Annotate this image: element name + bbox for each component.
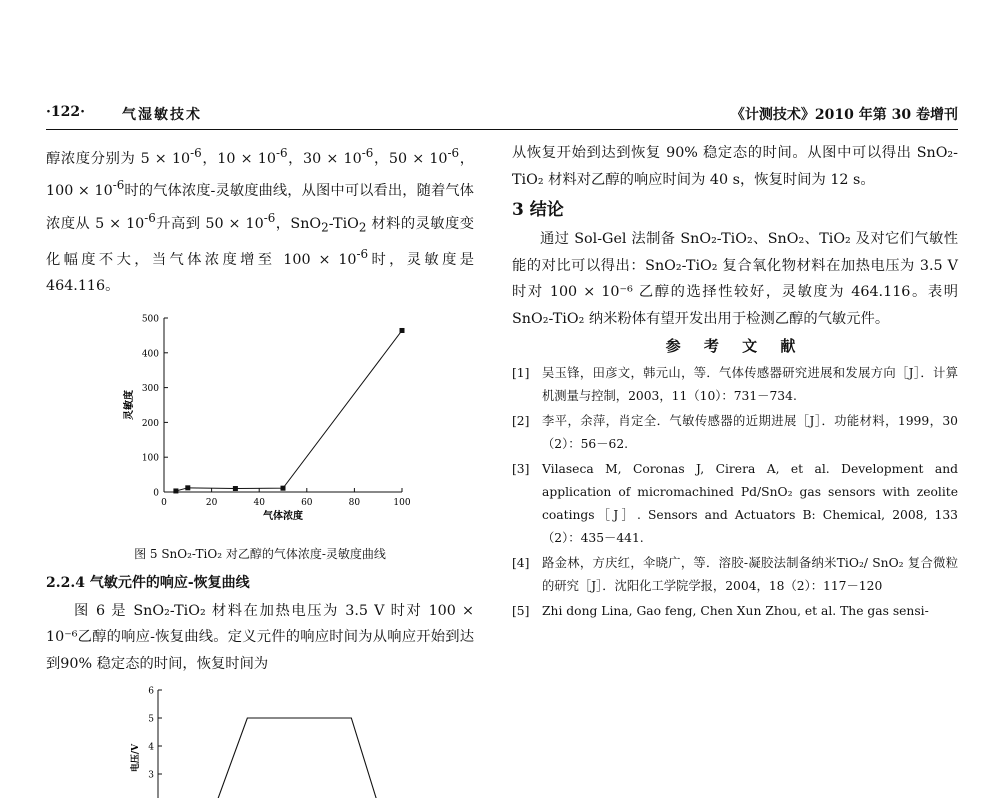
y-tick-label: 6 (148, 686, 154, 697)
y-axis-label: 电压/V (131, 743, 141, 772)
subsection-2-2-4: 2.2.4 气敏元件的响应-恢复曲线 (46, 574, 250, 591)
x-tick-label: 100 (393, 497, 411, 508)
y-tick-label: 300 (141, 383, 159, 394)
reference-item: [5] Zhi dong Lina, Gao feng, Chen Xun Zhou, et al. The gas sensi- (512, 603, 929, 618)
y-tick-label: 400 (141, 349, 159, 360)
y-axis-label: 灵敏度 (124, 389, 135, 420)
data-point (233, 486, 238, 491)
reference-item: [1] 吴玉锋，田彦文，韩元山，等．气体传感器研究进展和发展方向［J］．计算机测量与控制，2003，11（10）：731－734. (512, 365, 958, 403)
data-point (281, 486, 286, 491)
x-tick-label: 80 (348, 497, 361, 508)
x-tick-label: 0 (161, 497, 167, 508)
section-3-heading: 3 结论 (512, 200, 564, 221)
response-recovery-chart (46, 678, 474, 798)
series-line (178, 718, 386, 798)
x-tick-label: 60 (301, 497, 313, 508)
x-tick-label: 20 (205, 497, 218, 508)
journal-name: 《计测技术》2010 年第 30 卷增刊 (730, 107, 958, 123)
reference-item: [3] Vilaseca M, Coronas J, Cirera A, et al. Development and application of micromachined Pd/SnO₂ gas sensors with zeolite coatings［J］. Sensors and Actuators B: Chemical, 2008, 133（2）：435－441. (512, 461, 958, 545)
y-tick-label: 200 (141, 418, 159, 429)
page-header (46, 104, 958, 126)
data-point (400, 328, 405, 333)
header-rule (46, 129, 958, 130)
reference-list (512, 362, 958, 623)
sensitivity-chart (46, 304, 474, 544)
reference-item: [2] 李平，余萍，肖定全．气敏传感器的近期进展［J］．功能材料，1999，30（2）：56－62. (512, 413, 958, 451)
y-tick-label: 5 (148, 714, 154, 725)
y-tick-label: 4 (148, 742, 154, 753)
data-point (185, 485, 190, 490)
page-number: ·122· (46, 104, 85, 120)
left-paragraph-2: 图 6 是 SnO₂-TiO₂ 材料在加热电压为 3.5 V 时对 100 × 10⁻⁶乙醇的响应-恢复曲线。定义元件的响应时间为从响应开始到达到90% 稳定态的时间，恢复时间为 (46, 602, 474, 673)
y-tick-label: 500 (141, 314, 159, 325)
data-point (173, 488, 178, 493)
y-tick-label: 3 (148, 770, 154, 781)
left-paragraph-1: 醇浓度分别为 $5 \times 10^{-6}$，$10 \times 10^{-6}$，$30 \times 10^{-6}$，$50 \times 10^{-6}$，$100 \times 10^{-6}$时的气体浓度-灵敏度曲线，从图中可以看出，随着气体浓度从 $5 \times 10^{-6}$升高到 $50 \times 10^{-6}$，SnO$_2$-TiO$_2$ 材料的灵敏度变化幅度不大，当气体浓度增至 $100 \times 10^{-6}$时，灵敏度是 464.116。 (46, 146, 475, 295)
x-axis-label: 气体浓度 (263, 510, 303, 522)
reference-item: [4] 路金林，方庆红，伞晓广，等．溶胶-凝胶法制备纳米TiO₂/ SnO₂ 复合微粒的研究［J］．沈阳化工学院学报，2004，18（2）：117－120 (512, 555, 958, 593)
figure-6 (46, 678, 474, 798)
right-column (512, 140, 958, 625)
figure-5 (46, 304, 474, 544)
series-line (176, 330, 402, 490)
figure-5-caption: 图 5 SnO₂-TiO₂ 对乙醇的气体浓度-灵敏度曲线 (134, 546, 386, 561)
y-tick-label: 0 (153, 488, 159, 499)
y-tick-label: 100 (141, 453, 159, 464)
right-paragraph-1: 从恢复开始到达到恢复 90% 稳定态的时间。从图中可以得出 SnO₂-TiO₂ 材料对乙醇的响应时间为 40 s，恢复时间为 12 s。 (512, 145, 958, 188)
section-title: 气湿敏技术 (122, 107, 202, 123)
left-column (46, 140, 474, 798)
x-tick-label: 40 (253, 497, 265, 508)
references-title: 参 考 文 献 (665, 336, 805, 355)
conclusion-paragraph: 通过 Sol-Gel 法制备 SnO₂-TiO₂、SnO₂、TiO₂ 及对它们气敏性能的对比可以得出：SnO₂-TiO₂ 复合氧化物材料在加热电压为 3.5 V 时对 100 × 10⁻⁶ 乙醇的选择性较好，灵敏度为 464.116。表明 SnO₂-TiO₂ 纳米粉体有望开发出用于检测乙醇的气敏元件。 (512, 231, 958, 327)
